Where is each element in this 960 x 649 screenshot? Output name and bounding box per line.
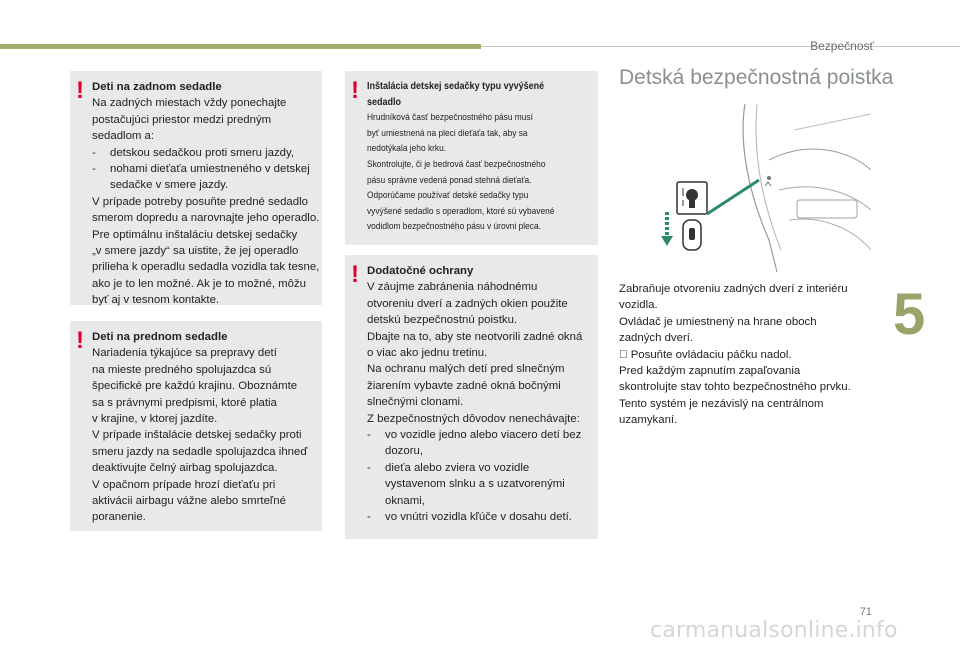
list-item-continuation: dozoru, — [385, 445, 423, 458]
text-line: Odporúčame používať detské sedačky typu — [367, 190, 529, 201]
box-heading: Deti na prednom sedadle — [92, 331, 228, 343]
text-line: vodidlom bezpečnostného pásu v úrovni pleca. — [367, 221, 541, 232]
exclamation-icon: ! — [351, 77, 359, 104]
text-line: sa s právnymi predpismi, ktoré platia — [92, 396, 277, 409]
child-lock-illustration — [619, 100, 871, 272]
list-item: - nohami dieťaťa umiestneného v detskej — [92, 163, 310, 176]
text-line: Zabraňuje otvoreniu zadných dverí z interiéru — [619, 283, 848, 295]
text-line: Na ochranu malých detí pred slnečným — [367, 363, 565, 376]
text-line: Skontrolujte, či je bedrová časť bezpečnostného — [367, 158, 546, 169]
text-line: Na zadných miestach vždy ponechajte — [92, 97, 287, 110]
text-line: pásu správne vedená ponad stehná dieťaťa. — [367, 174, 532, 185]
text-line: Tento systém je nezávislý na centrálnom — [619, 397, 824, 410]
text-line: vozidla. — [619, 299, 658, 312]
text-line: o viac ako jednu tretinu. — [367, 347, 488, 360]
text-line: deaktivujte čelný airbag spolujazdca. — [92, 462, 278, 475]
text-line: V záujme zabránenia náhodnému — [367, 281, 538, 294]
text-line: aktivácii airbagu vážne alebo smrteľné — [92, 495, 286, 508]
text-line: Pred každým zapnutím zapaľovania — [619, 365, 801, 378]
text-line: Nariadenia týkajúce sa prepravy detí — [92, 347, 277, 360]
text-line: žiarením vybavte zadné okná bočnými — [367, 379, 561, 392]
text-line: Hrudníková časť bezpečnostného pásu musí — [367, 112, 533, 123]
text-line: ako je to len možné. Ak je to možné, môžu — [92, 277, 307, 290]
rear-seat-text — [92, 79, 319, 309]
warning-box-booster-seat — [345, 71, 598, 245]
text-line: smerom dopredu a narovnajte jeho operadlo. — [92, 212, 320, 225]
text-line: byť aj v tesnom kontakte. — [92, 294, 220, 307]
text-line: byť umiestnená na pleci dieťaťa tak, aby sa — [367, 127, 528, 138]
section-title: Bezpečnosť — [810, 39, 874, 53]
text-line: smeru jazdy na sedadle spolujazdca ihneď — [92, 445, 308, 458]
list-item: - dieťa alebo zviera vo vozidle — [367, 461, 530, 474]
text-line: V opačnom prípade hrozí dieťaťu pri — [92, 478, 276, 491]
extra-protection-text — [367, 263, 582, 526]
text-line: otvoreniu dverí a zadných okien použite — [367, 297, 568, 310]
list-item-continuation: vystavenom slnku a s uzatvorenými — [385, 478, 565, 491]
text-line: vyvýšené sedadlo s operadlom, ktoré sú vybavené — [367, 205, 555, 216]
text-line: Z bezpečnostných dôvodov nenechávajte: — [367, 412, 580, 425]
text-line: poranenie. — [92, 511, 146, 524]
text-line: prilieha k operadlu sedadla vozidla tak tesne, — [92, 261, 320, 274]
list-item: - vo vnútri vozidla kľúče v dosahu detí. — [367, 511, 572, 524]
warning-box-rear-seat — [70, 71, 322, 305]
warning-box-front-seat — [70, 321, 322, 531]
box-heading: Inštalácia detskej sedačky typu vyvýšené — [367, 81, 545, 92]
box-heading: Deti na zadnom sedadle — [92, 81, 222, 93]
exclamation-icon: ! — [351, 261, 359, 288]
text-line: „v smere jazdy“ sa uistite, že jej operadlo — [92, 245, 299, 258]
list-item: - detskou sedačkou proti smeru jazdy, — [92, 146, 295, 159]
text-line: Pre optimálnu inštaláciu detskej sedačky — [92, 228, 298, 241]
exclamation-icon: ! — [76, 77, 84, 104]
booster-seat-text — [367, 79, 554, 235]
box-heading: sedadlo — [367, 96, 402, 108]
text-line: Ovládač je umiestnený na hrane oboch — [619, 315, 817, 328]
text-line: zadných dverí. — [619, 332, 694, 345]
front-seat-text — [92, 329, 307, 526]
page-title: Detská bezpečnostná poistka — [619, 66, 894, 89]
text-line: skontrolujte stav tohto bezpečnostného prvku. — [619, 381, 851, 394]
watermark: carmanualsonline.info — [650, 618, 898, 643]
text-line: V prípade inštalácie detskej sedačky proti — [92, 429, 302, 442]
text-line: uzamykaní. — [619, 414, 678, 427]
box-heading: Dodatočné ochrany — [367, 265, 474, 277]
text-line: v krajine, v ktorej jazdíte. — [92, 413, 218, 426]
text-line: na mieste predného spolujazdca sú — [92, 363, 272, 376]
action-step: Posuňte ovládaciu páčku nadol. — [619, 348, 780, 361]
text-line: špecifické pre každú krajinu. Oboznámte — [92, 380, 298, 393]
header-rule — [481, 46, 960, 47]
list-item-continuation: sedačke v smere jazdy. — [110, 179, 229, 192]
text-line: slnečnými clonami. — [367, 396, 464, 409]
list-item: - vo vozidle jedno alebo viacero detí bez — [367, 429, 582, 442]
text-line: detskú bezpečnostnú poistku. — [367, 314, 518, 327]
page-number: 71 — [859, 606, 872, 618]
chapter-number: 5 — [893, 282, 926, 347]
text-line: sedadlom a: — [92, 130, 155, 143]
list-item-continuation: oknami, — [385, 494, 425, 507]
exclamation-icon: ! — [76, 327, 84, 354]
header-accent-bar — [0, 44, 481, 49]
text-line: nedotýkala jeho krku. — [367, 143, 447, 154]
warning-box-extra-protection — [345, 255, 598, 539]
text-line: V prípade potreby posuňte predné sedadlo — [92, 195, 308, 208]
text-line: postačujúci priestor medzi predným — [92, 113, 272, 126]
child-lock-description — [619, 281, 851, 429]
text-line: Dbajte na to, aby ste neotvorili zadné okná — [367, 330, 583, 343]
